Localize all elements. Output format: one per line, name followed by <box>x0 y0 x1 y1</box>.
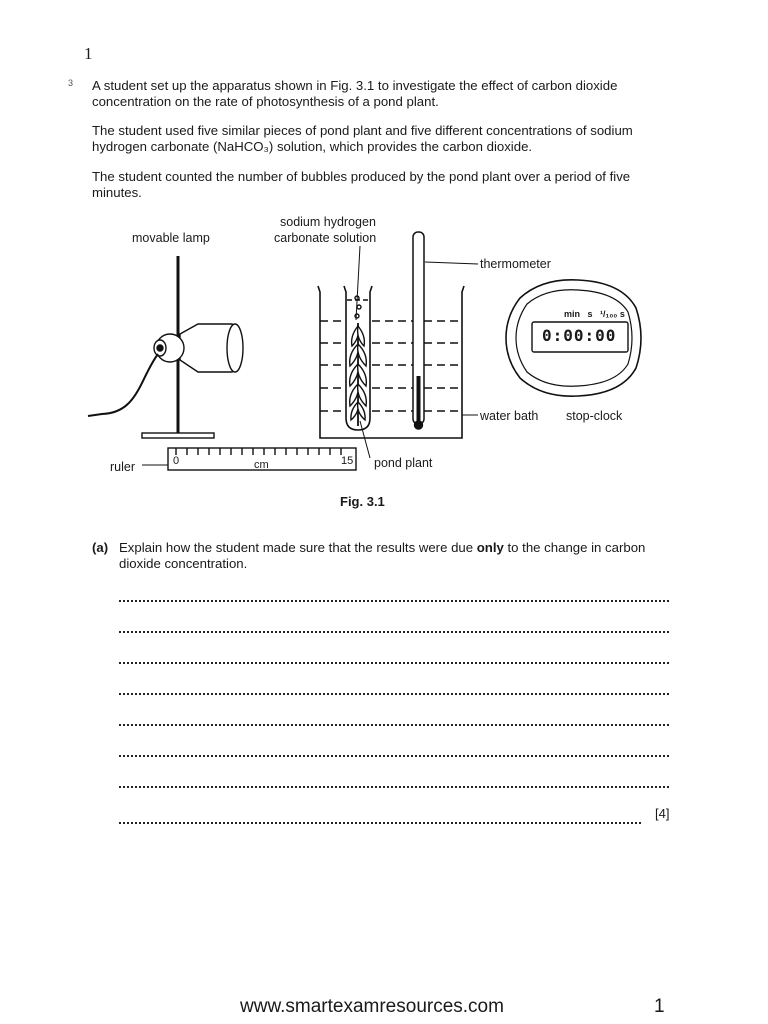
label-water-bath: water bath <box>480 409 539 423</box>
page-number-top: 1 <box>84 44 93 63</box>
label-solution-line2: carbonate solution <box>274 231 377 245</box>
label-solution-line1: sodium hydrogen <box>280 215 376 229</box>
intro-paragraph-1: A student set up the apparatus shown in Fig. 3.1 to investigate the effect of carbon dioxide concentration on the rate of photosynthesis of a pond plant. <box>92 78 618 109</box>
intro-paragraph-3: The student counted the number of bubbles produced by the pond plant over a period of five minutes. <box>92 169 631 200</box>
answer-line-2[interactable] <box>119 631 669 633</box>
thermometer <box>413 232 424 429</box>
water-bath <box>318 286 464 438</box>
intro-paragraph-2: The student used five similar pieces of pond plant and five different concentrations of sodium hydrogen carbonate (NaHCO₃) solution, which provides the carbon dioxide. <box>92 123 633 154</box>
clock-units: min s ¹/₁₀₀ s <box>564 309 625 319</box>
ruler-mark-zero: 0 <box>173 455 180 467</box>
answer-line-8[interactable] <box>119 822 641 824</box>
apparatus-figure <box>80 208 700 488</box>
clock-display: 0:00:00 <box>542 326 617 345</box>
pond-plant <box>350 323 367 426</box>
answer-line-3[interactable] <box>119 662 669 664</box>
label-ruler: ruler <box>110 460 136 474</box>
figure-caption: Fig. 3.1 <box>340 494 385 509</box>
question-text-emphasis: only <box>476 540 504 555</box>
label-stop-clock: stop-clock <box>566 409 623 423</box>
answer-line-5[interactable] <box>119 724 669 726</box>
question-part-label: (a) <box>92 540 109 555</box>
ruler-unit: cm <box>254 459 269 471</box>
answer-line-4[interactable] <box>119 693 669 695</box>
movable-lamp <box>88 324 243 416</box>
ruler-mark-fifteen: 15 <box>341 455 354 467</box>
footer-page-number: 1 <box>654 996 665 1017</box>
answer-line-1[interactable] <box>119 600 669 602</box>
label-movable-lamp: movable lamp <box>132 231 210 245</box>
question-number: 3 <box>68 78 74 88</box>
question-part-text <box>119 540 679 572</box>
label-pond-plant: pond plant <box>374 456 433 470</box>
question-text-end: to the change in carbon dioxide concentration. <box>119 540 646 571</box>
question-text-start: Explain how the student made sure that the results were due <box>119 540 477 555</box>
marks-allocation: [4] <box>655 806 670 821</box>
footer-url: www.smartexamresources.com <box>240 996 504 1017</box>
answer-line-6[interactable] <box>119 755 669 757</box>
label-thermometer: thermometer <box>480 257 551 271</box>
answer-line-7[interactable] <box>119 786 669 788</box>
